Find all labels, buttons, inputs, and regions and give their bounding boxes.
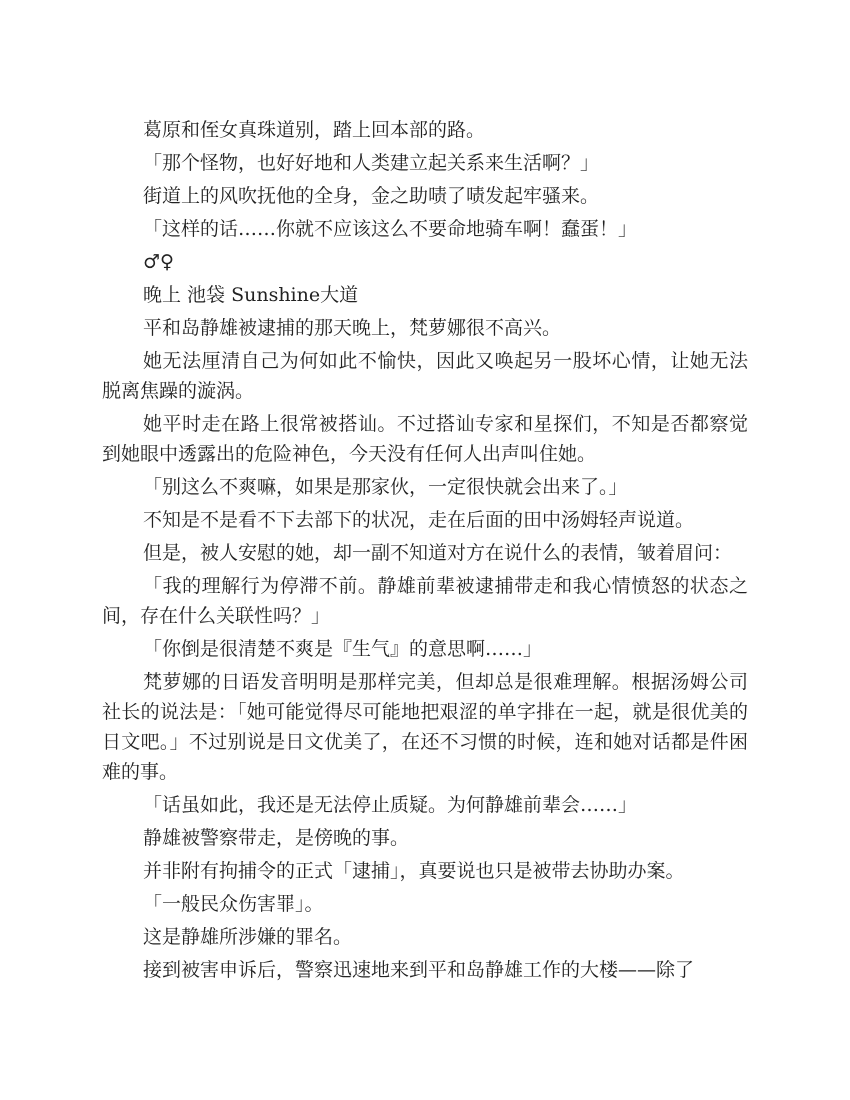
paragraph: 「我的理解行为停滞不前。静雄前辈被逮捕带走和我心情愤怒的状态之间，存在什么关联性吗？」	[102, 575, 748, 627]
scene-heading: 晚上 池袋 Sunshine大道	[143, 284, 359, 306]
paragraph: 接到被害申诉后，警察迅速地来到平和岛静雄工作的大楼——除了	[143, 959, 695, 981]
paragraph: 这是静雄所涉嫌的罪名。	[143, 926, 353, 948]
paragraph: 梵萝娜的日语发音明明是那样完美，但却总是很难理解。根据汤姆公司社长的说法是：「她可能觉得尽可能地把艰涩的单字排在一起，就是很优美的日文吧。」不过别说是日文优美了，在还不习惯的时候，连和她对话都是件困难的事。	[102, 671, 748, 783]
paragraph: 不知是不是看不下去部下的状况，走在后面的田中汤姆轻声说道。	[143, 509, 695, 531]
paragraph: 并非附有拘捕令的正式「逮捕」，真要说也只是被带去协助办案。	[143, 860, 685, 882]
paragraph: 「你倒是很清楚不爽是『生气』的意思啊……」	[143, 638, 543, 660]
paragraph: 「那个怪物，也好好地和人类建立起关系来生活啊？」	[143, 152, 600, 174]
paragraph: 葛原和侄女真珠道别，踏上回本部的路。	[143, 119, 486, 141]
paragraph: 平和岛静雄被逮捕的那天晚上，梵萝娜很不高兴。	[143, 317, 562, 339]
section-divider: ♂♀	[143, 251, 174, 273]
paragraph: 「别这么不爽嘛，如果是那家伙，一定很快就会出来了。」	[143, 476, 628, 498]
paragraph: 「这样的话……你就不应该这么不要命地骑车啊！蠢蛋！」	[143, 218, 638, 240]
paragraph: 她平时走在路上很常被搭讪。不过搭讪专家和星探们，不知是否都察觉到她眼中透露出的危险神色，今天没有任何人出声叫住她。	[102, 413, 748, 465]
paragraph: 「一般民众伤害罪」。	[143, 893, 324, 915]
paragraph: 街道上的风吹抚他的全身，金之助啧了啧发起牢骚来。	[143, 185, 600, 207]
paragraph: 她无法厘清自己为何如此不愉快，因此又唤起另一股坏心情，让她无法脱离焦躁的漩涡。	[102, 350, 748, 402]
document-page	[102, 115, 748, 988]
paragraph: 但是，被人安慰的她，却一副不知道对方在说什么的表情，皱着眉问：	[143, 542, 733, 564]
paragraph: 静雄被警察带走，是傍晚的事。	[143, 827, 410, 849]
paragraph: 「话虽如此，我还是无法停止质疑。为何静雄前辈会……」	[143, 794, 638, 816]
